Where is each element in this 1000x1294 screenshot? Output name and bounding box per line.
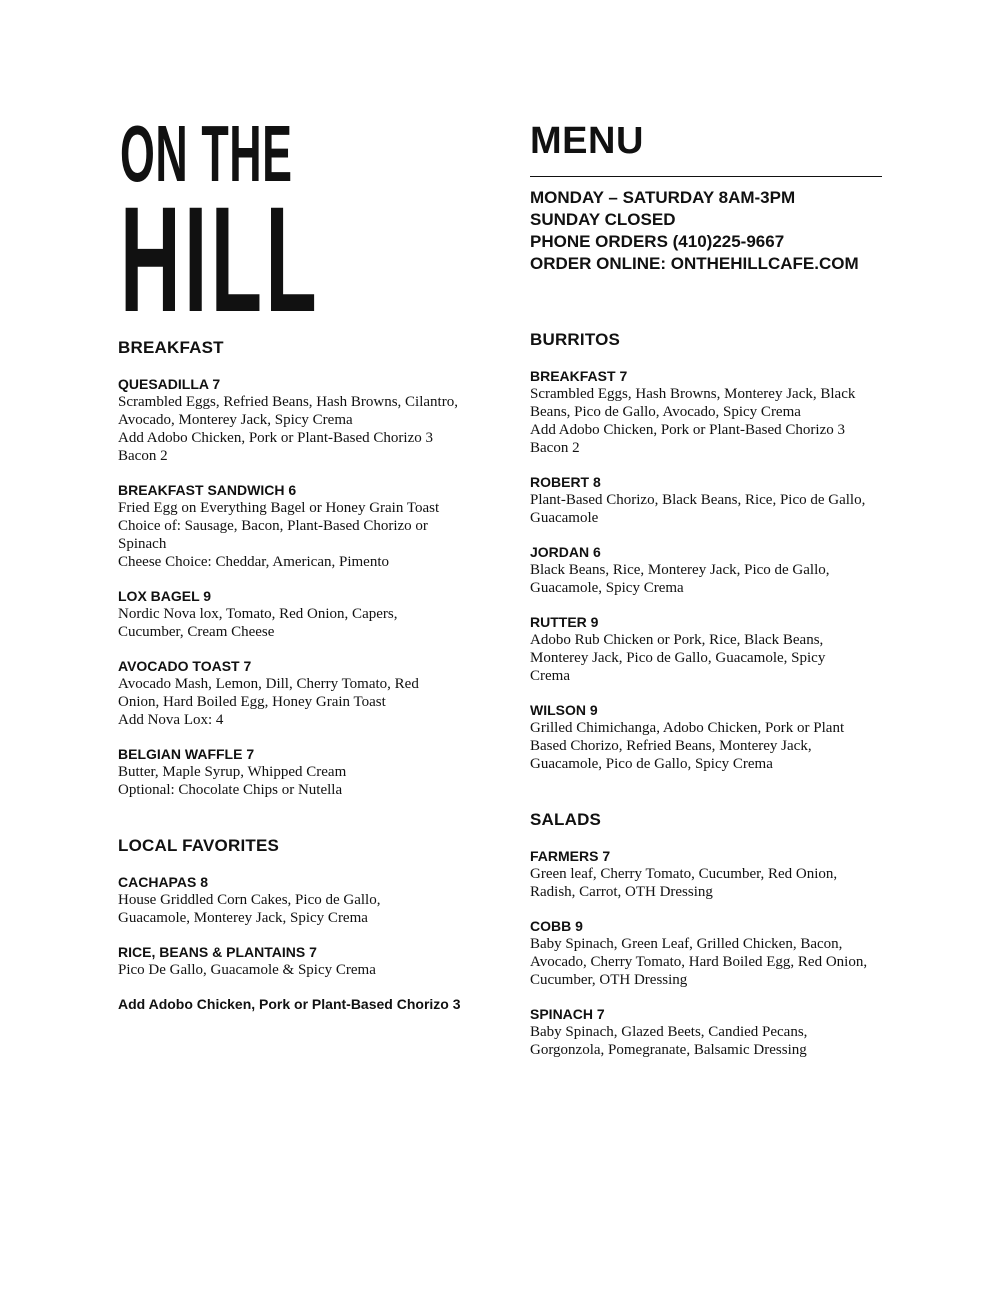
item-description: Scrambled Eggs, Refried Beans, Hash Browns, Cilantro, [118, 394, 458, 410]
logo-line-on-the: ON THE [120, 109, 293, 198]
item-description: Cheese Choice: Cheddar, American, Pimento [118, 554, 389, 570]
item-name: BREAKFAST 7 [530, 368, 628, 384]
item-description: Based Chorizo, Refried Beans, Monterey Jack, [530, 738, 812, 754]
menu-item [118, 481, 478, 571]
item-name: BREAKFAST SANDWICH 6 [118, 482, 297, 498]
section-title: LOCAL FAVORITES [118, 836, 280, 855]
section-title: BREAKFAST [118, 338, 224, 357]
item-description: Monterey Jack, Pico de Gallo, Guacamole, Spicy [530, 650, 826, 666]
item-description: Adobo Rub Chicken or Pork, Rice, Black Beans, [530, 632, 824, 648]
hours-sunday: SUNDAY CLOSED [530, 210, 676, 229]
item-name: ROBERT 8 [530, 474, 601, 490]
menu-header [530, 118, 882, 275]
spacer [118, 815, 478, 835]
breakfast-section [118, 337, 478, 799]
item-description: Avocado Mash, Lemon, Dill, Cherry Tomato, Red [118, 676, 419, 692]
item-description: Guacamole, Spicy Crema [530, 580, 684, 596]
salads-section [530, 809, 890, 1059]
item-description: Guacamole, Monterey Jack, Spicy Crema [118, 910, 368, 926]
item-description: Nordic Nova lox, Tomato, Red Onion, Capers, [118, 606, 398, 622]
order-online: ORDER ONLINE: ONTHEHILLCAFE.COM [530, 254, 859, 273]
section-title: SALADS [530, 810, 602, 829]
item-description: Cucumber, OTH Dressing [530, 972, 688, 988]
item-name: CACHAPAS 8 [118, 874, 208, 890]
item-description: Optional: Chocolate Chips or Nutella [118, 782, 343, 798]
protein-addon-note: Add Adobo Chicken, Pork or Plant-Based Chorizo 3 [118, 996, 461, 1012]
item-description: Onion, Hard Boiled Egg, Honey Grain Toast [118, 694, 386, 710]
menu-title: MENU [530, 120, 644, 162]
item-description: Green leaf, Cherry Tomato, Cucumber, Red Onion, [530, 866, 838, 882]
item-description: Add Adobo Chicken, Pork or Plant-Based Chorizo 3 [530, 422, 845, 438]
item-description: Scrambled Eggs, Hash Browns, Monterey Jack, Black [530, 386, 856, 402]
item-description: Add Adobo Chicken, Pork or Plant-Based Chorizo 3 [118, 430, 433, 446]
item-description: Guacamole, Pico de Gallo, Spicy Crema [530, 756, 773, 772]
item-description: Bacon 2 [530, 440, 580, 456]
item-name: BELGIAN WAFFLE 7 [118, 746, 255, 762]
menu-item [118, 943, 478, 979]
item-description: Cucumber, Cream Cheese [118, 624, 275, 640]
logo-line-hill: HILL [120, 175, 321, 343]
cafe-logo [120, 108, 321, 343]
burritos-section [530, 329, 890, 773]
menu-item [118, 375, 478, 465]
item-description: Butter, Maple Syrup, Whipped Cream [118, 764, 347, 780]
item-name: LOX BAGEL 9 [118, 588, 212, 604]
menu-item [530, 1005, 890, 1059]
section-title: BURRITOS [530, 330, 621, 349]
local-favorites-section [118, 835, 478, 1013]
menu-item [118, 745, 478, 799]
item-description: Plant-Based Chorizo, Black Beans, Rice, Pico de Gallo, [530, 492, 866, 508]
hours-weekday: MONDAY – SATURDAY 8AM-3PM [530, 188, 796, 207]
item-description: Beans, Pico de Gallo, Avocado, Spicy Crema [530, 404, 801, 420]
item-description: Radish, Carrot, OTH Dressing [530, 884, 713, 900]
item-description: Avocado, Cherry Tomato, Hard Boiled Egg, Red Onion, [530, 954, 868, 970]
item-name: JORDAN 6 [530, 544, 601, 560]
item-description: Avocado, Monterey Jack, Spicy Crema [118, 412, 353, 428]
item-description: Pico De Gallo, Guacamole & Spicy Crema [118, 962, 376, 978]
menu-item [118, 873, 478, 927]
item-name: AVOCADO TOAST 7 [118, 658, 252, 674]
item-description: Grilled Chimichanga, Adobo Chicken, Pork or Plant [530, 720, 845, 736]
item-description: Baby Spinach, Green Leaf, Grilled Chicken, Bacon, [530, 936, 843, 952]
item-description: Guacamole [530, 510, 599, 526]
item-name: RICE, BEANS & PLANTAINS 7 [118, 944, 317, 960]
item-description: House Griddled Corn Cakes, Pico de Gallo, [118, 892, 381, 908]
item-name: SPINACH 7 [530, 1006, 605, 1022]
spacer [530, 789, 890, 809]
item-description: Baby Spinach, Glazed Beets, Candied Pecans, [530, 1024, 808, 1040]
menu-item [118, 657, 478, 729]
menu-item [530, 473, 890, 527]
menu-item [530, 543, 890, 597]
menu-item [530, 701, 890, 773]
header-divider [530, 176, 882, 177]
item-name: COBB 9 [530, 918, 583, 934]
item-description: Crema [530, 668, 570, 684]
menu-item [530, 613, 890, 685]
item-description: Choice of: Sausage, Bacon, Plant-Based Chorizo or [118, 518, 428, 534]
item-name: QUESADILLA 7 [118, 376, 221, 392]
menu-item [118, 587, 478, 641]
item-description: Fried Egg on Everything Bagel or Honey Grain Toast [118, 500, 440, 516]
item-name: FARMERS 7 [530, 848, 611, 864]
menu-item [530, 917, 890, 989]
item-name: RUTTER 9 [530, 614, 599, 630]
item-description: Spinach [118, 536, 167, 552]
right-column [530, 329, 890, 1075]
menu-item [530, 847, 890, 901]
menu-item [530, 367, 890, 457]
item-description: Add Nova Lox: 4 [118, 712, 224, 728]
item-name: WILSON 9 [530, 702, 598, 718]
item-description: Gorgonzola, Pomegranate, Balsamic Dressing [530, 1042, 807, 1058]
left-column [118, 337, 478, 1013]
item-description: Black Beans, Rice, Monterey Jack, Pico de Gallo, [530, 562, 830, 578]
phone-orders: PHONE ORDERS (410)225-9667 [530, 232, 785, 251]
item-description: Bacon 2 [118, 448, 168, 464]
